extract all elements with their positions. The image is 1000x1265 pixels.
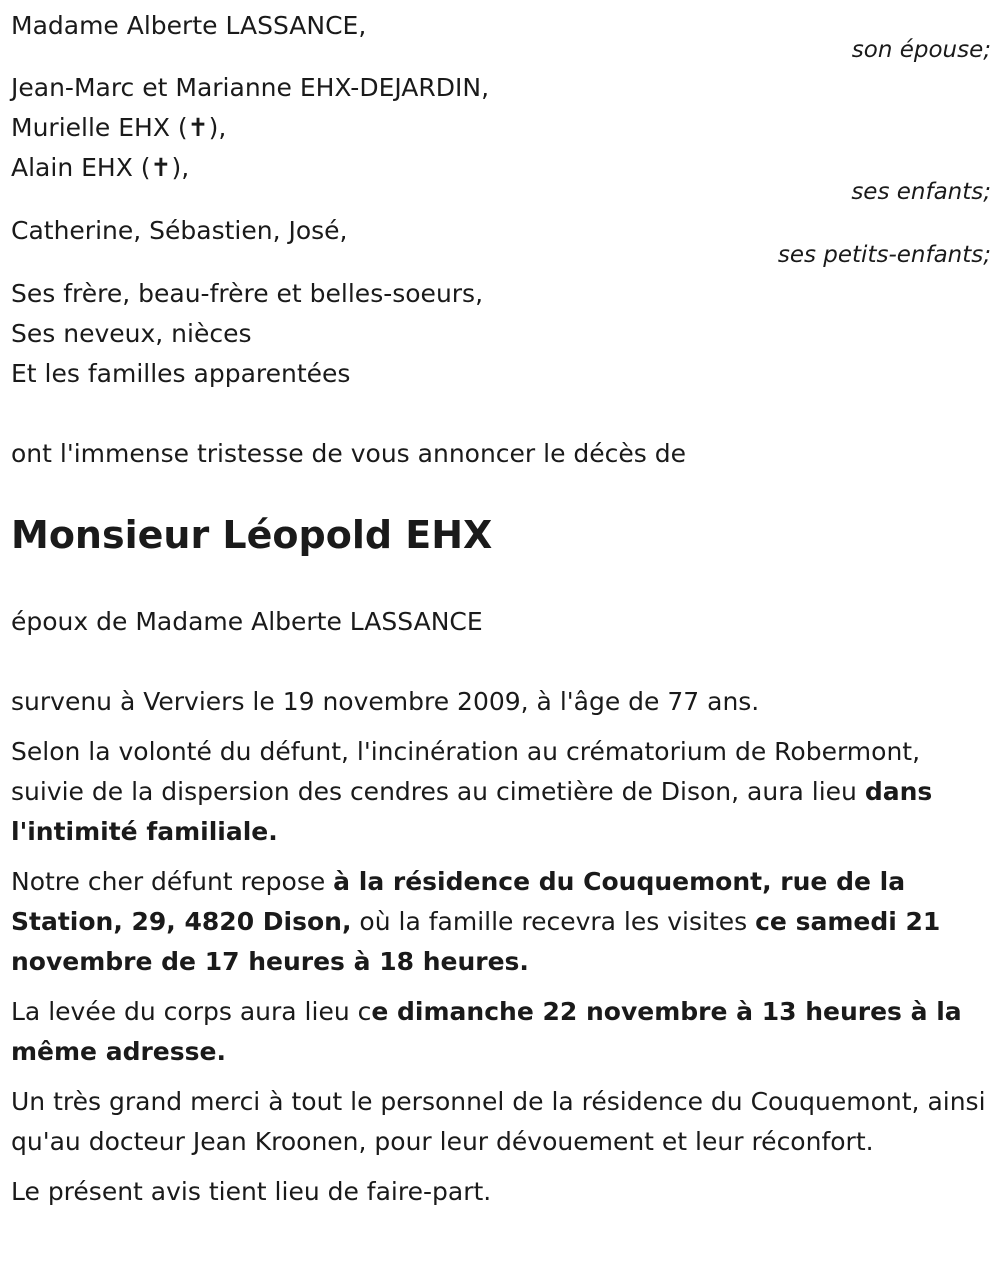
death-info: survenu à Verviers le 19 novembre 2009, à l'âge de 77 ans. <box>11 687 760 716</box>
funeral-paragraph <box>11 992 991 1072</box>
funeral-text: La levée du corps aura lieu c <box>11 997 372 1026</box>
grandchildren-names: Catherine, Sébastien, José, <box>11 216 348 245</box>
thanks-paragraph: Un très grand merci à tout le personnel de la résidence du Couquemont, ainsi qu'au docteur Jean Kroonen, pour leur dévouement et leur réconfort. <box>11 1087 986 1156</box>
deceased-name: Monsieur Léopold EHX <box>11 513 493 557</box>
relatives-line-2: Ses neveux, nièces <box>11 319 252 348</box>
spouse-name: Madame Alberte LASSANCE, <box>11 11 367 40</box>
child-3: Alain EHX (✝), <box>11 153 190 182</box>
children-role: ses enfants; <box>851 179 991 205</box>
cremation-bold: dans l'intimité familiale. <box>11 777 933 846</box>
visitation-paragraph <box>11 862 991 982</box>
cremation-text: Selon la volonté du défunt, l'incinération au crématorium de Robermont, suivie de la dispersion des cendres au cimetière de Dison, aura lieu <box>11 737 921 806</box>
relatives-line-3: Et les familles apparentées <box>11 359 351 388</box>
visitation-text-1: Notre cher défunt repose <box>11 867 334 896</box>
grandchildren-role: ses petits-enfants; <box>777 242 991 268</box>
visitation-time: ce samedi 21 novembre de 17 heures à 18 heures. <box>11 907 941 976</box>
child-2: Murielle EHX (✝), <box>11 113 227 142</box>
cremation-paragraph <box>11 732 991 852</box>
announcement-text: ont l'immense tristesse de vous annoncer le décès de <box>11 439 687 468</box>
visitation-location: à la résidence du Couquemont, rue de la Station, 29, 4820 Dison, <box>11 867 906 936</box>
visitation-text-2: où la famille recevra les visites <box>351 907 756 936</box>
closing-paragraph: Le présent avis tient lieu de faire-part. <box>11 1177 492 1206</box>
spouse-role: son épouse; <box>851 37 991 63</box>
relatives-line-1: Ses frère, beau-frère et belles-soeurs, <box>11 279 484 308</box>
spouse-of: époux de Madame Alberte LASSANCE <box>11 607 483 636</box>
child-1: Jean-Marc et Marianne EHX-DEJARDIN, <box>11 73 490 102</box>
funeral-time: e dimanche 22 novembre à 13 heures à la même adresse. <box>11 997 962 1066</box>
